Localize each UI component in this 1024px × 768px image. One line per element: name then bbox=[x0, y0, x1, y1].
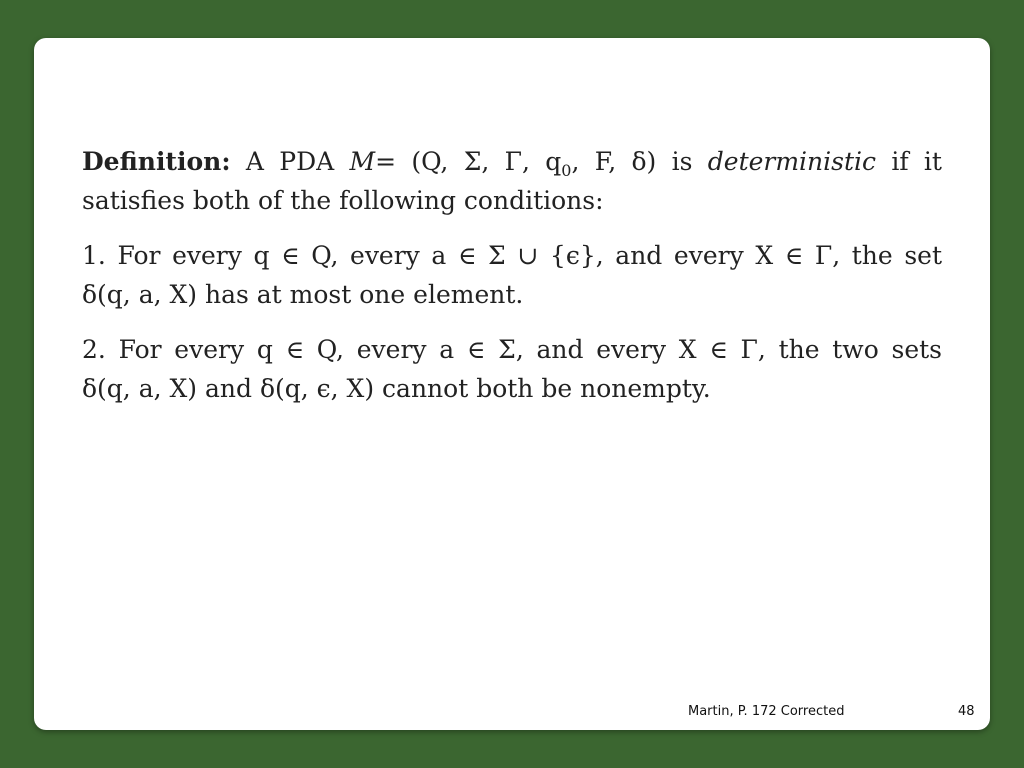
pda-tuple-subscript: 0 bbox=[561, 161, 572, 180]
pda-tuple-end: , F, δ) bbox=[571, 147, 657, 176]
condition-2-line-2: δ(q, a, X) and δ(q, ϵ, X) cannot both be nonempty. bbox=[82, 374, 711, 403]
page-number: 48 bbox=[958, 704, 975, 719]
definition-label: Definition: bbox=[82, 147, 231, 176]
pda-tuple bbox=[375, 147, 657, 180]
definition-line-2: satisfies both of the following conditions: bbox=[82, 186, 604, 215]
definition-block bbox=[82, 142, 942, 220]
condition-2-line-1: 2. For every q ∈ Q, every a ∈ Σ, and every X ∈ Γ, the two sets bbox=[82, 335, 942, 364]
slide-content bbox=[82, 142, 942, 424]
condition-2 bbox=[82, 330, 942, 408]
definition-intro: A PDA bbox=[245, 147, 335, 176]
definition-term: deterministic bbox=[707, 147, 877, 176]
slide bbox=[34, 38, 990, 730]
footer-source: Martin, P. 172 Corrected bbox=[688, 704, 845, 719]
condition-1 bbox=[82, 236, 942, 314]
pda-symbol: M bbox=[349, 147, 376, 176]
pda-tuple-main: = (Q, Σ, Γ, q bbox=[375, 147, 562, 176]
condition-1-line-1: 1. For every q ∈ Q, every a ∈ Σ ∪ {ϵ}, and every X ∈ Γ, the set bbox=[82, 241, 942, 270]
condition-1-line-2: δ(q, a, X) has at most one element. bbox=[82, 280, 524, 309]
definition-if-it: if it bbox=[891, 147, 942, 176]
definition-is: is bbox=[671, 147, 693, 176]
definition-line-1 bbox=[82, 142, 942, 181]
